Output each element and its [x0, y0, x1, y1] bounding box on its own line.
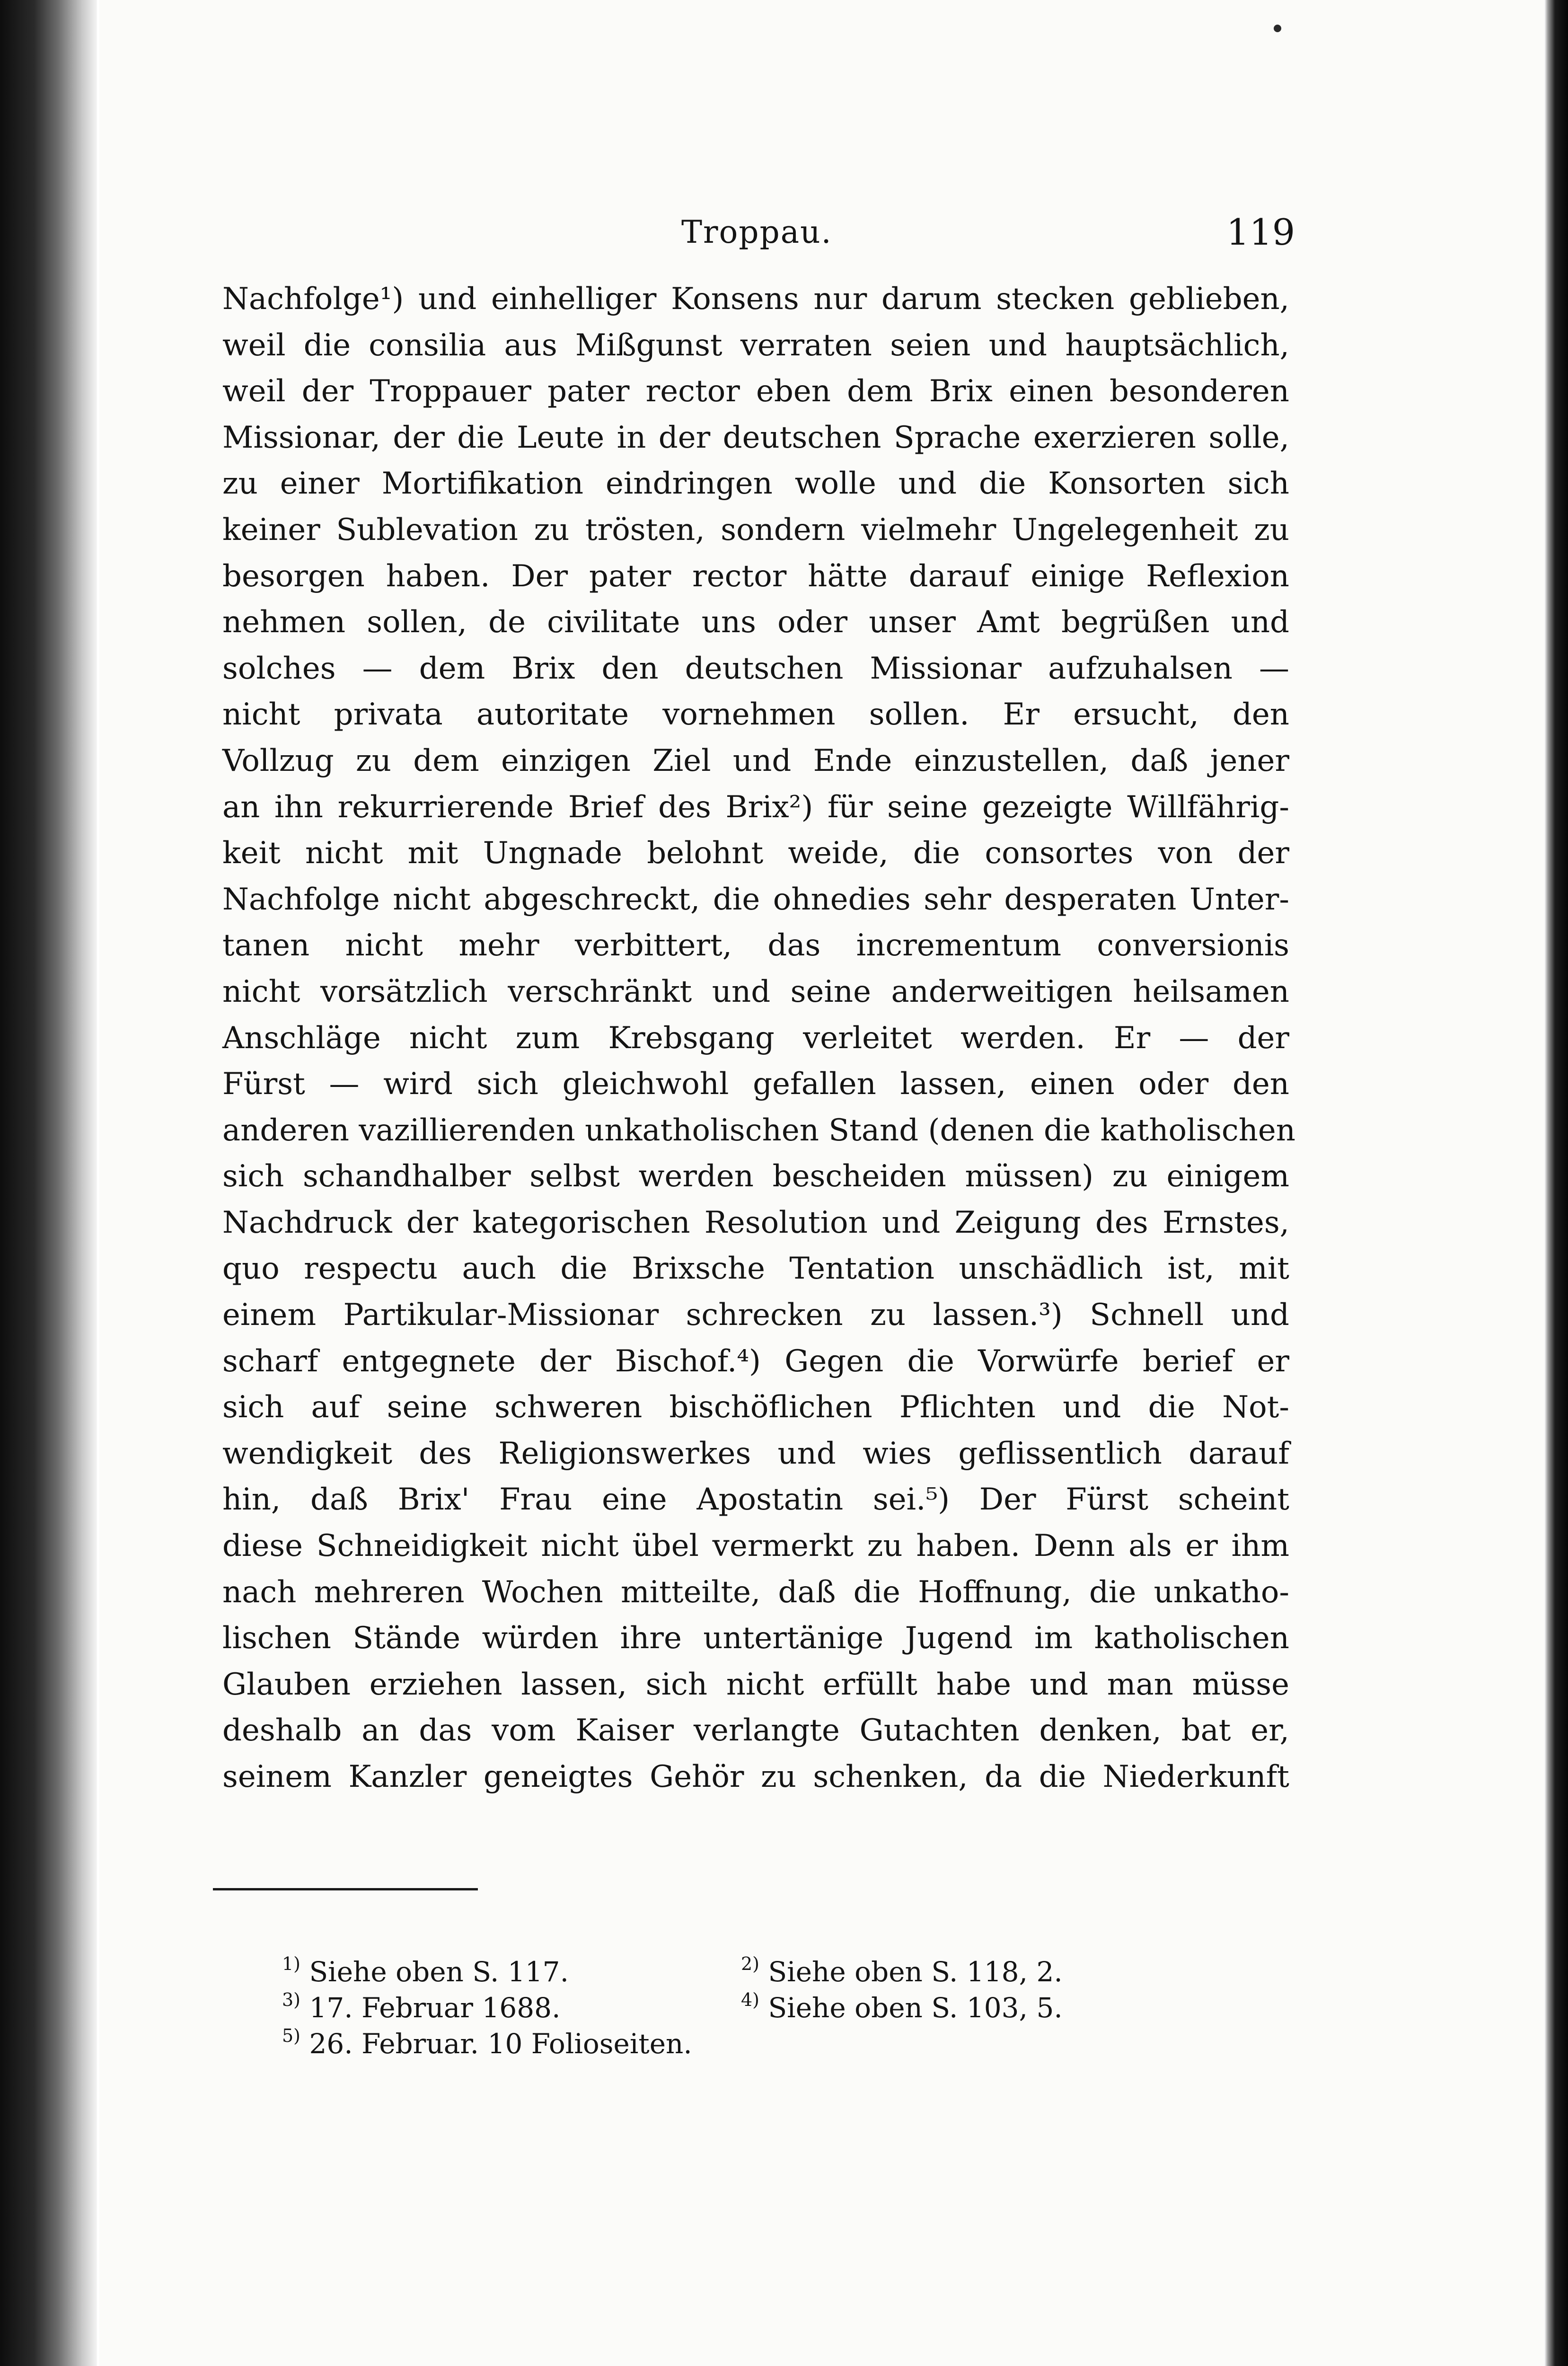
text-line: einem Partikular-Missionar schrecken zu lassen.³) Schnell und [222, 1298, 1289, 1333]
footnote [741, 1982, 1063, 2026]
text-line: keit nicht mit Ungnade belohnt weide, die consortes von der [222, 836, 1289, 871]
text-line: Nachfolge nicht abgeschreckt, die ohnedies sehr desperaten Unter- [222, 882, 1289, 917]
scan-speck [1274, 25, 1281, 32]
footnote-marker: 2) [741, 1953, 760, 1974]
text-line: Glauben erziehen lassen, sich nicht erfüllt habe und man müsse [222, 1667, 1289, 1702]
text-line: sich schandhalber selbst werden bescheiden müssen) zu einigem [222, 1159, 1289, 1194]
text-line: quo respectu auch die Brixsche Tentation unschädlich ist, mit [222, 1251, 1289, 1287]
footnote-text: Siehe oben S. 103, 5. [768, 1992, 1063, 2024]
text-line: Vollzug zu dem einzigen Ziel und Ende einzustellen, daß jener [222, 743, 1289, 778]
footnote-text: 17. Februar 1688. [309, 1992, 561, 2024]
text-line: lischen Stände würden ihre untertänige Jugend im katholischen [222, 1621, 1289, 1656]
text-line: hin, daß Brix' Frau eine Apostatin sei.⁵) Der Fürst scheint [222, 1482, 1289, 1518]
text-line: keiner Sublevation zu trösten, sondern vielmehr Ungelegenheit zu [222, 512, 1289, 547]
text-line: nicht privata autoritate vornehmen sollen. Er ersucht, den [222, 697, 1289, 733]
text-line: deshalb an das vom Kaiser verlangte Gutachten denken, bat er, [222, 1713, 1289, 1748]
footnote-marker: 4) [741, 1989, 760, 2010]
scan-edge-right [1544, 0, 1568, 2366]
text-line: sich auf seine schweren bischöflichen Pflichten und die Not- [222, 1390, 1289, 1425]
text-line: Missionar, der die Leute in der deutschen Sprache exerzieren solle, [222, 420, 1289, 455]
text-line: solches — dem Brix den deutschen Missionar aufzuhalsen — [222, 651, 1289, 686]
text-line: weil der Troppauer pater rector eben dem Brix einen besonderen [222, 374, 1289, 409]
footnote-text: 26. Februar. 10 Folioseiten. [309, 2028, 692, 2060]
text-line: Nachfolge¹) und einhelliger Konsens nur darum stecken geblieben, [222, 282, 1289, 317]
text-line: weil die consilia aus Mißgunst verraten seien und hauptsächlich, [222, 327, 1289, 363]
text-line: zu einer Mortifikation eindringen wolle und die Konsorten sich [222, 466, 1289, 502]
text-line: nach mehreren Wochen mitteilte, daß die Hoffnung, die unkatho- [222, 1574, 1289, 1610]
footnote-text: Siehe oben S. 118, 2. [768, 1956, 1063, 1988]
text-line: Fürst — wird sich gleichwohl gefallen lassen, einen oder den [222, 1067, 1289, 1102]
text-line: besorgen haben. Der pater rector hätte darauf einige Reflexion [222, 558, 1289, 594]
text-line: an ihn rekurrierende Brief des Brix²) für seine gezeigte Willfährig- [222, 789, 1289, 825]
footnote-marker: 5) [282, 2025, 301, 2046]
text-line: nehmen sollen, de civilitate uns oder unser Amt begrüßen und [222, 605, 1289, 640]
footnote-text: Siehe oben S. 117. [309, 1956, 569, 1988]
footnote-marker: 1) [282, 1953, 301, 1974]
scan-edge-left [0, 0, 97, 2366]
page-number: 119 [1226, 211, 1295, 253]
footnote-divider [213, 1888, 478, 1890]
text-line: tanen nicht mehr verbittert, das incrementum conversionis [222, 928, 1289, 963]
text-line: Nachdruck der kategorischen Resolution und Zeigung des Ernstes, [222, 1205, 1289, 1240]
footnote [282, 2018, 692, 2062]
footnote-marker: 3) [282, 1989, 301, 2010]
text-line: scharf entgegnete der Bischof.⁴) Gegen die Vorwürfe berief er [222, 1343, 1289, 1379]
text-line: seinem Kanzler geneigtes Gehör zu schenken, da die Niederkunft [222, 1759, 1289, 1794]
body-text [222, 276, 1295, 1801]
text-line: Anschläge nicht zum Krebsgang verleitet werden. Er — der [222, 1020, 1289, 1056]
text-line: wendigkeit des Religionswerkes und wies geflissentlich darauf [222, 1436, 1289, 1471]
running-title: Troppau. [681, 214, 832, 250]
text-line: diese Schneidigkeit nicht übel vermerkt zu haben. Denn als er ihm [222, 1528, 1289, 1564]
text-line: anderen vazillierenden unkatholischen Stand (denen die katholischen [222, 1112, 1295, 1148]
text-line: nicht vorsätzlich verschränkt und seine anderweitigen heilsamen [222, 974, 1289, 1009]
